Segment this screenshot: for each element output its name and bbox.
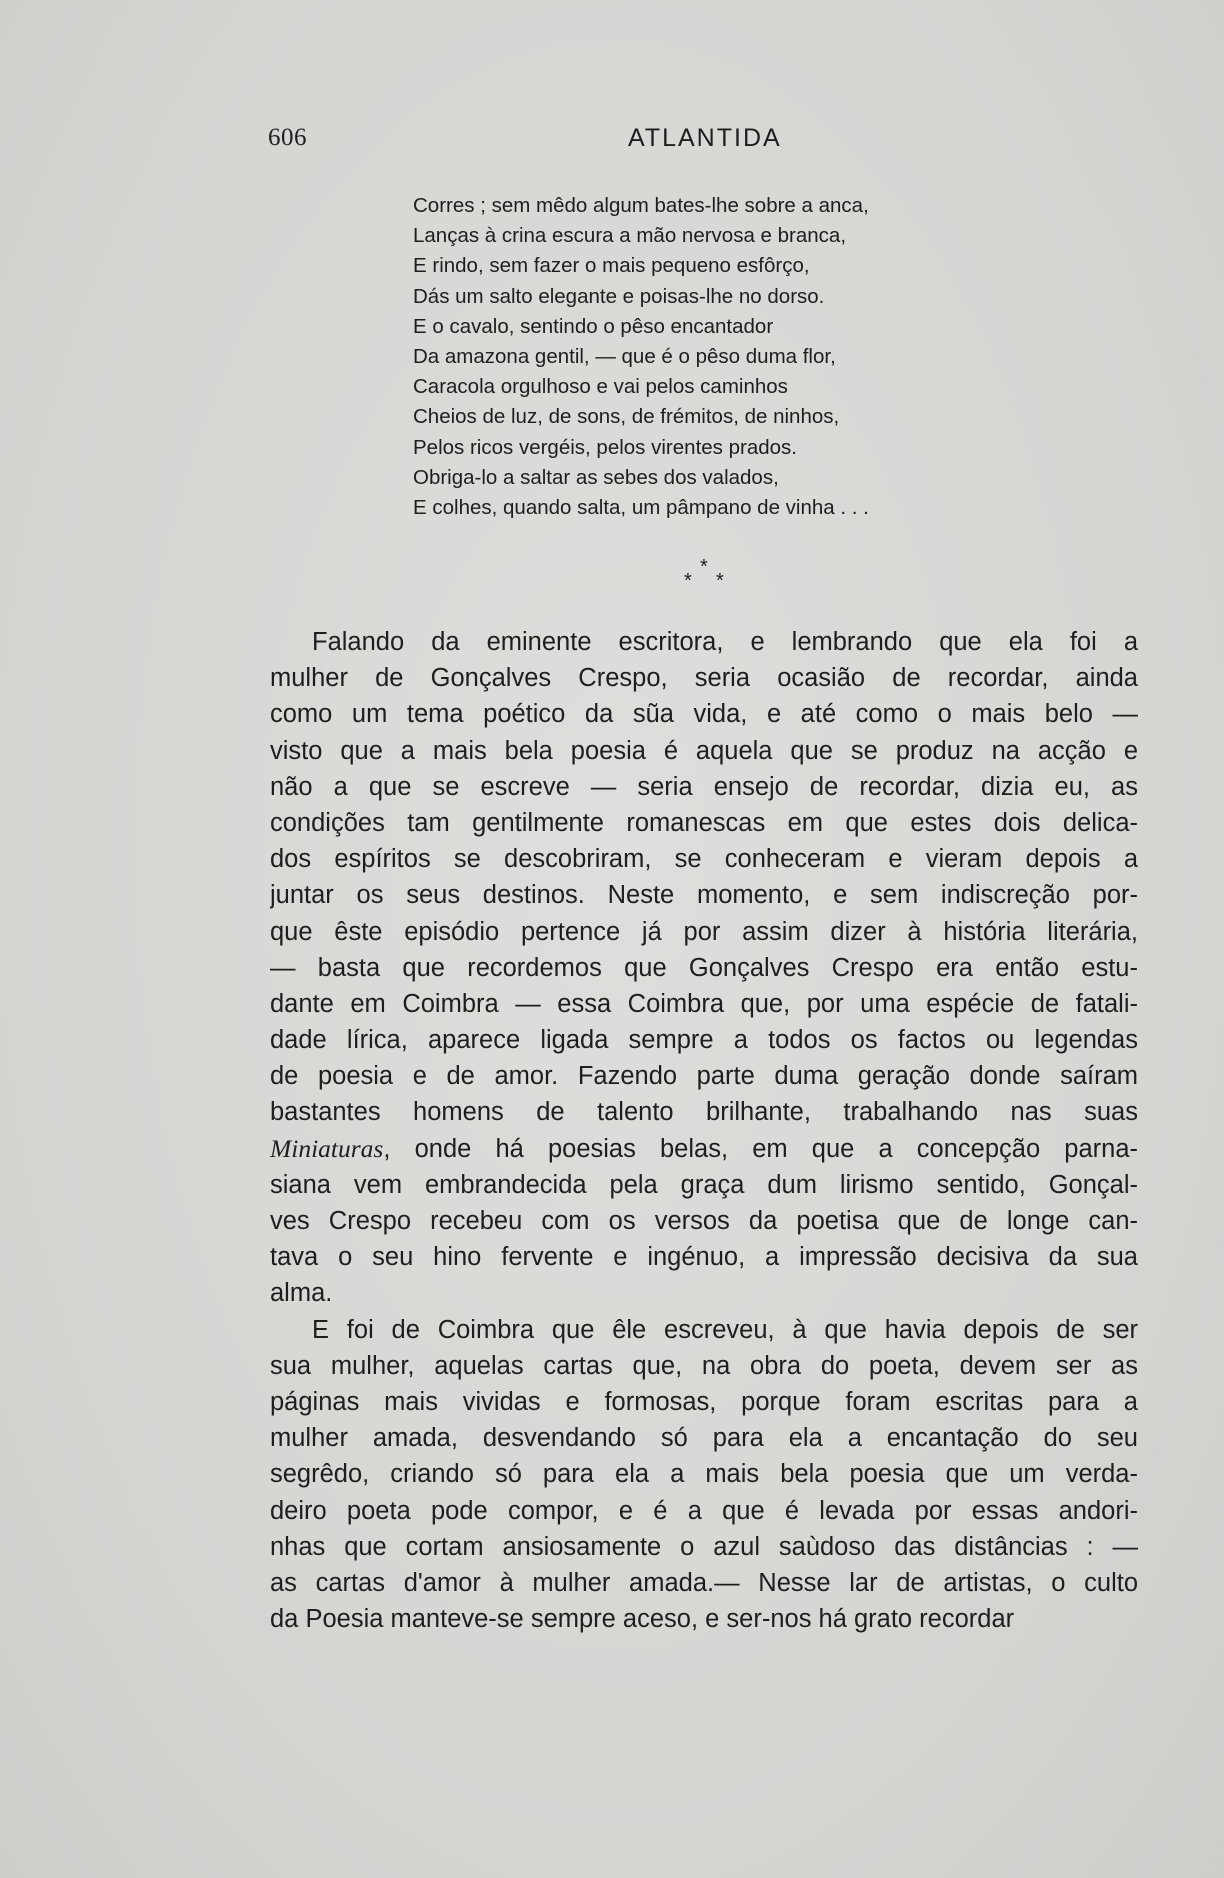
poem-line: Dás um salto elegante e poisas-lhe no dorso. [413,284,825,308]
prose-line: segrêdo, criando só para ela a mais bela poesia que um verda- [270,1460,1138,1489]
prose-line: Falando da eminente escritora, e lembrando que ela foi a [312,628,1138,656]
prose-line: sua mulher, aquelas cartas que, na obra do poeta, devem ser as [270,1351,1138,1380]
prose-line: juntar os seus destinos. Neste momento, e sem indiscreção por- [270,881,1138,910]
prose-line: da Poesia manteve-se sempre aceso, e ser-nos há grato recordar [270,1605,1015,1634]
asterisk: * [684,570,692,592]
poem-line: Obriga-lo a saltar as sebes dos valados, [413,465,779,489]
prose-line: páginas mais vividas e formosas, porque foram escritas para a [270,1387,1138,1416]
prose-line: nhas que cortam ansiosamente o azul saùdoso das distâncias : — [270,1532,1138,1561]
prose-line: bastantes homens de talento brilhante, trabalhando nas suas [270,1098,1138,1127]
prose-line: dos espíritos se descobriram, se conheceram e vieram depois a [270,845,1138,874]
prose-line: alma. [270,1279,333,1308]
prose-line: tava o seu hino fervente e ingénuo, a impressão decisiva da sua [270,1243,1138,1272]
prose-line: ves Crespo recebeu com os versos da poetisa que de longe can- [270,1207,1138,1235]
running-title: ATLANTIDA [628,124,782,152]
prose-line: deiro poeta pode compor, e é a que é levada por essas andori- [270,1496,1138,1525]
prose-line: siana vem embrandecida pela graça dum lirismo sentido, Gonçal- [270,1170,1138,1199]
prose-line: dade lírica, aparece ligada sempre a todos os factos ou legendas [270,1026,1138,1055]
poem-line: Corres ; sem mêdo algum bates-lhe sobre a anca, [413,194,869,217]
prose-line: Miniaturas, onde há poesias belas, em que a concepção parna- [270,1133,1138,1163]
poem-line: Lanças à crina escura a mão nervosa e branca, [413,224,847,248]
prose-line: E foi de Coimbra que êle escreveu, à que havia depois de ser [312,1315,1138,1344]
asterisk: * [700,556,708,578]
prose-line: mulher de Gonçalves Crespo, seria ocasião de recordar, ainda [270,664,1138,693]
poem-line: E colhes, quando salta, um pâmpano de vinha . . . [413,496,869,520]
poem-line: Cheios de luz, de sons, de frémitos, de ninhos, [413,405,840,429]
poem-block [413,191,1053,523]
prose-line: visto que a mais bela poesia é aquela que se produz na acção e [270,736,1138,765]
prose-line: as cartas d'amor à mulher amada.— Nesse lar de artistas, o culto [270,1568,1138,1597]
prose-line: não a que se escreve — seria ensejo de recordar, dizia eu, as [270,772,1138,801]
poem-line: E o cavalo, sentindo o pêso encantador [413,314,774,338]
asterisk: * [716,570,724,592]
poem-line: Da amazona gentil, — que é o pêso duma flor, [413,345,836,369]
page-header [0,124,1224,160]
poem-line: Caracola orgulhoso e vai pelos caminhos [413,375,788,399]
prose-line: de poesia e de amor. Fazendo parte duma geração donde saíram [270,1062,1138,1091]
prose-line: que êste episódio pertence já por assim dizer à história literária, [270,917,1138,946]
poem-line: Pelos ricos vergéis, pelos virentes prados. [413,435,797,459]
prose-line: — basta que recordemos que Gonçalves Crespo era então estu- [270,953,1138,982]
prose-line: mulher amada, desvendando só para ela a encantação do seu [270,1424,1138,1453]
prose-line: condições tam gentilmente romanescas em que estes dois delica- [270,808,1138,837]
poem-line: E rindo, sem fazer o mais pequeno esfôrço, [413,254,810,278]
page-number: 606 [268,124,307,151]
prose-line: dante em Coimbra — essa Coimbra que, por uma espécie de fatali- [270,989,1138,1018]
prose-line: como um tema poético da sũa vida, e até como o mais belo — [270,700,1138,729]
asterism-divider [678,556,738,596]
italic-title: Miniaturas [270,1133,384,1163]
prose-block [270,624,1138,1637]
